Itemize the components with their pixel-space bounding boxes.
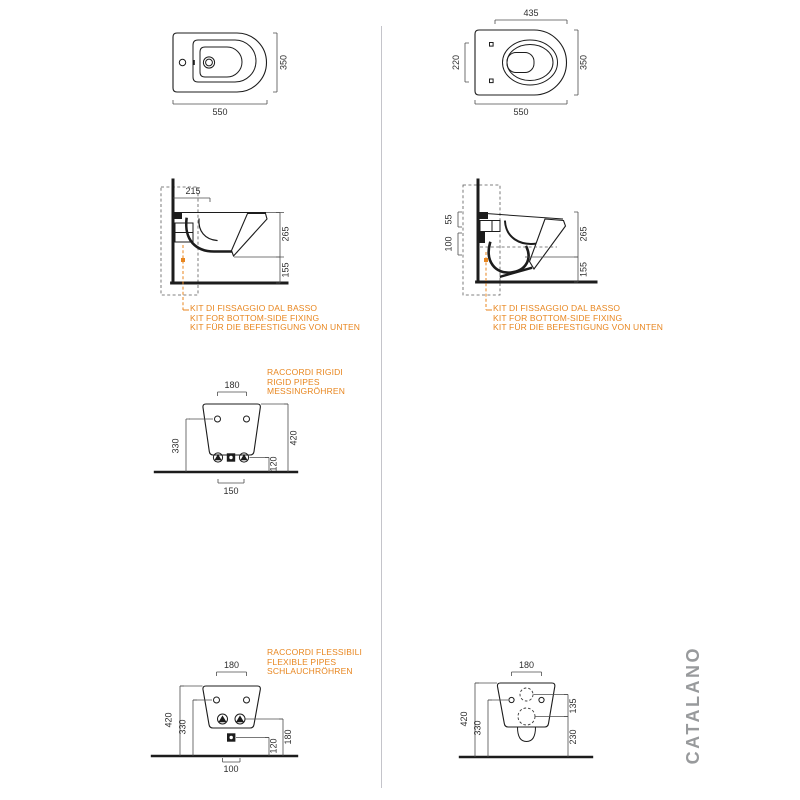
dim-label-rimh: 420 <box>459 711 469 727</box>
dim-label-span: 180 <box>223 660 240 670</box>
dim-label-inleth: 330 <box>472 720 483 736</box>
dim-line-inletgap <box>458 233 462 255</box>
fixing-kit-note-bidet <box>190 304 360 333</box>
dim-line-width <box>173 100 267 104</box>
dim-label-drainspan: 100 <box>223 764 239 774</box>
note-line: SCHLAUCHRÖHREN <box>267 666 353 677</box>
note-line: RACCORDI FLESSIBILI <box>267 647 362 657</box>
dim-line-width <box>475 100 567 104</box>
note-line: KIT FOR BOTTOM-SIDE FIXING <box>190 312 320 323</box>
dim-label-inletdrop: 135 <box>568 698 578 714</box>
outlet-bump <box>518 727 536 742</box>
dim-line-rimh <box>284 404 288 472</box>
dim-line-drainspan <box>223 758 241 762</box>
rim-section <box>479 212 488 219</box>
bidet-side-view-drawing <box>140 170 302 312</box>
dim-line-height <box>276 213 280 258</box>
kit-marker <box>484 258 488 262</box>
rim-section <box>174 212 182 219</box>
dim-line-clearance <box>574 257 578 282</box>
dim-label-depth: 350 <box>578 54 589 71</box>
dim-label-ledge: 215 <box>185 186 201 196</box>
dim-label-rimh: 420 <box>288 430 299 446</box>
dim-label-clearance: 155 <box>280 262 291 278</box>
dim-line-span <box>217 672 247 676</box>
dim-line-inleth <box>488 700 492 757</box>
dim-label-span: 180 <box>224 380 240 390</box>
dim-line-depth <box>273 33 277 92</box>
catalano-logo: CATALANO <box>683 646 703 765</box>
rigid-pipes-note <box>267 368 345 397</box>
note-line: KIT FÜR DIE BEFESTIGUNG VON UNTEN <box>493 322 664 333</box>
dim-label-drainh: 120 <box>268 738 279 754</box>
dim-line-topgap <box>458 212 462 227</box>
dim-label-seat: 435 <box>523 8 539 18</box>
dim-label-depth: 350 <box>278 54 289 71</box>
dim-line-height <box>574 212 578 257</box>
dim-line-fixspan <box>465 43 469 82</box>
note-line: FLEXIBLE PIPES <box>267 656 337 667</box>
note-line: MESSINGRÖHREN <box>267 386 345 397</box>
flush-connector <box>480 221 500 232</box>
dim-line-inleth <box>193 700 197 756</box>
kit-marker <box>181 258 185 262</box>
dim-line-span <box>218 392 247 396</box>
dim-label-inleth: 330 <box>170 438 181 454</box>
bidet-outline <box>173 33 266 92</box>
basin-inner-line <box>199 219 217 241</box>
dim-label-width: 550 <box>212 107 228 117</box>
dim-label-hoseh: 180 <box>283 729 293 745</box>
dim-label-height: 265 <box>578 226 589 242</box>
note-line: RACCORDI RIGIDI <box>267 367 343 377</box>
bidet-back-outline <box>203 686 260 728</box>
dim-label-drainh: 120 <box>268 456 279 472</box>
wc-back-outline <box>497 683 554 727</box>
note-line: KIT DI FISSAGGIO DAL BASSO <box>493 303 621 313</box>
overflow-slot <box>193 60 195 65</box>
inlet-section <box>479 232 485 243</box>
bidet-top-view-drawing <box>140 20 300 120</box>
dim-label-height: 265 <box>280 226 291 242</box>
basin-profile <box>186 219 236 252</box>
dim-line-span <box>512 672 542 676</box>
dim-label-drainspan: 150 <box>223 486 239 496</box>
dim-line-ledge <box>173 198 210 202</box>
dim-line-drainspan <box>218 479 244 483</box>
dim-label-width: 550 <box>513 107 529 117</box>
dim-label-span: 180 <box>518 660 535 670</box>
dim-label-fixspan: 220 <box>451 54 461 71</box>
dim-line-clearance <box>276 257 280 283</box>
dim-line-inleth <box>186 419 190 472</box>
dim-label-inletgap: 100 <box>443 236 454 252</box>
dim-label-rimh: 420 <box>163 712 174 728</box>
dim-label-inleth: 330 <box>177 719 188 735</box>
dim-label-topgap: 55 <box>443 214 454 225</box>
trap-profile <box>489 243 529 273</box>
drain-symbol-dot <box>230 736 233 739</box>
wc-top-view-drawing <box>440 5 600 120</box>
dim-line-seat <box>495 20 567 24</box>
dim-label-outleth: 230 <box>568 729 578 745</box>
wc-back-view-drawing <box>450 648 600 775</box>
note-line: KIT FÜR DIE BEFESTIGUNG VON UNTEN <box>190 322 361 333</box>
note-line: KIT DI FISSAGGIO DAL BASSO <box>190 303 318 313</box>
flexible-pipes-note <box>267 648 362 677</box>
column-divider <box>381 26 382 788</box>
wc-rim-line <box>479 213 563 219</box>
bidet-back-outline <box>203 404 260 455</box>
front-profile <box>232 214 268 257</box>
fixing-kit-note-wc <box>493 304 663 333</box>
dim-line-rimh <box>475 683 479 757</box>
note-line: RIGID PIPES <box>267 376 320 387</box>
note-line: KIT FOR BOTTOM-SIDE FIXING <box>493 312 623 323</box>
dim-label-clearance: 155 <box>578 261 589 278</box>
drain-symbol-dot <box>229 456 232 459</box>
dim-line-depth <box>574 30 578 95</box>
wc-side-view-drawing <box>440 170 602 312</box>
